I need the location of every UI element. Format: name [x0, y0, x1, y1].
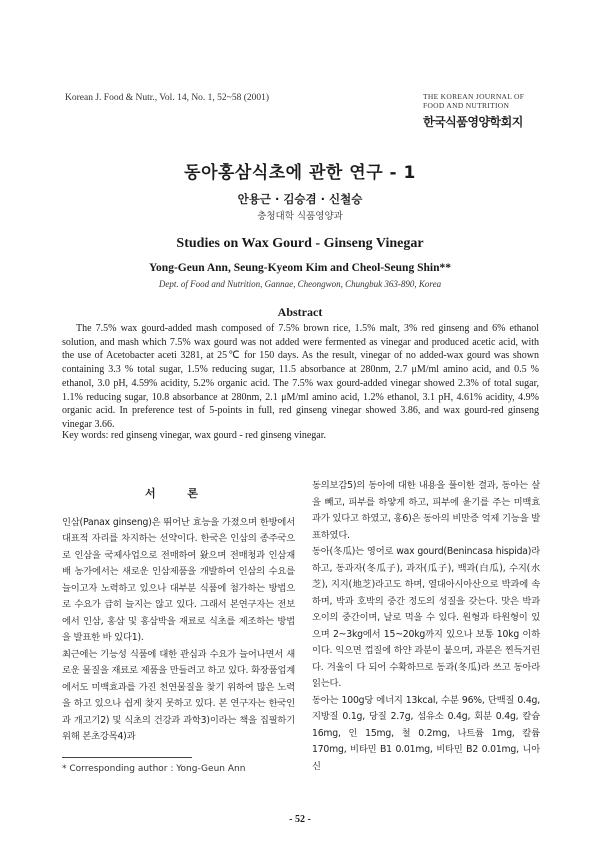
journal-citation: Korean J. Food & Nutr., Vol. 14, No. 1, 52~58 (2001)	[65, 93, 270, 103]
authors-ko: 안용근 · 김승겸 · 신철승	[237, 192, 363, 206]
authors-en: Yong-Geun Ann, Seung-Kyeom Kim and Cheol-Seung Shin**	[149, 262, 451, 274]
body-paragraph: 최근에는 기능성 식품에 대한 관심과 수요가 늘어나면서 새로운 물질을 재료로 제품을 만들려고 하고 있다. 화장품업계에서도 미백효과를 가진 천연물질을 찾기 위하여 많은 노력을 하고 있으나 쉽게 찾지 못하고 있다. 본 연구자는 한국인과 개고기2) 및 식초의 건강과 과학3)이라는 책을 집필하기 위해 본초강목4)과	[62, 648, 295, 742]
affiliation-en: Dept. of Food and Nutrition, Gannae, Cheongwon, Chungbuk 363-890, Korea	[158, 279, 442, 289]
affiliation-ko: 충청대학 식품영양과	[257, 211, 343, 222]
body-paragraph: 동의보감5)의 동아에 대한 내용을 풀이한 결과, 동아는 살을 빼고, 피부를 하얗게 하고, 피부에 윤기를 주는 미백효과가 있다고 하였고, 홍6)은 동아의 비만증 억제 기능을 발표하였다.	[312, 480, 540, 541]
paper-title-ko: 동아홍삼식초에 관한 연구 - 1	[184, 163, 416, 183]
journal-name-ko: 한국식품영양학회지	[423, 115, 523, 129]
abstract-heading: Abstract	[277, 305, 323, 319]
body-paragraph: 동아는 100g당 에너지 13kcal, 수분 96%, 단백질 0.4g, 지방질 0.1g, 당질 2.7g, 섬유소 0.4g, 회분 0.4g, 칼슘 16mg, 인 15mg, 철 0.2mg, 나트륨 1mg, 칼륨 170mg, 비타민 B1 0.01mg, 비타민 B2 0.01mg, 니아신	[312, 694, 540, 772]
paper-title-en: Studies on Wax Gourd - Ginseng Vinegar	[176, 236, 424, 251]
body-paragraph: 인삼(Panax ginseng)은 뛰어난 효능을 가졌으며 한방에서 대표적 자리를 차지하는 선약이다. 한국은 인삼의 종주국으로 인삼을 국제사업으로 전매하여 왔으며 전매청과 인삼재배 농가에서는 새로운 인삼제품을 개발하여 인삼의 수요를 늘이고자 노력하고 있으나 대부분 식품에 첨가하는 방법으로 수요가 급히 늘지는 않고 있다. 그래서 본연구자는 전보에서 인삼, 홍삼 및 홍삼박을 재료로 식초를 제조하는 방법을 발표한 바 있다1).	[62, 516, 295, 643]
keywords: Key words: red ginseng vinegar, wax gourd - red ginseng vinegar.	[62, 430, 326, 441]
body-column-left	[62, 478, 295, 746]
abstract-text: The 7.5% wax gourd-added mash composed of 7.5% brown rice, 1.5% malt, 3% red ginseng and 6% ethanol solution, and mash which 7.5% wax gourd was not added were fermented as vinegar and produced acetic acid, with the use of Acetobacter aceti 3281, at 25℃ for 150 days. As the result, vinegar of no added-wax gourd was shown containing 3.3 % total sugar, 1.5% reducing sugar, 11.5 absorbance at 280nm, 2.7 μM/ml amino acid, and 0.5 % ethanol, 3.0 pH, 4.59% acidity, 5.2% organic acid. The 7.5% wax gourd-added vinegar showed 2.3% of total sugar, 1.1% reducing sugar, 10.8 absorbance at 280nm, 2.1 μM/ml amino acid, 1.2% ethanol, 3.1 pH, 4.61% acidity, 4.9% organic acid. In preference test of 5-points in full, red ginseng vinegar showed 3.86, and wax gourd-red ginseng vinegar 3.66.	[62, 323, 539, 430]
body-column-right	[312, 478, 540, 775]
body-paragraph: 동아(冬瓜)는 영어로 wax gourd(Benincasa hispida)라 하고, 동과자(冬瓜子), 과자(瓜子), 백과(白瓜), 수지(水芝), 지지(地芝)라고도 하며, 열대아시아산으로 박과에 속하며, 박과 호박의 중간 정도의 성질을 갖는다. 맛은 박과 오이의 중간이며, 날로 먹을 수 있다. 원형과 타원형이 있으며 2~3kg에서 15~20kg까지 있으나 보통 10kg 이하이다. 익으면 껍질에 하얀 과분이 붙으며, 과분은 찐득거린다. 겨울이 다 되어 수확하므로 동과(冬瓜)라 쓰고 동아라 읽는다.	[312, 546, 540, 689]
journal-masthead	[423, 92, 563, 130]
intro-heading: 서 론	[144, 487, 213, 500]
page-number: - 52 -	[289, 814, 311, 825]
footnote: * Corresponding author : Yong-Geun Ann	[62, 764, 246, 774]
journal-name-en-line1: THE KOREAN JOURNAL OF	[423, 92, 525, 101]
journal-name-en-line2: FOOD AND NUTRITION	[423, 101, 510, 110]
abstract-body	[62, 322, 539, 432]
footnote-divider	[62, 757, 192, 758]
